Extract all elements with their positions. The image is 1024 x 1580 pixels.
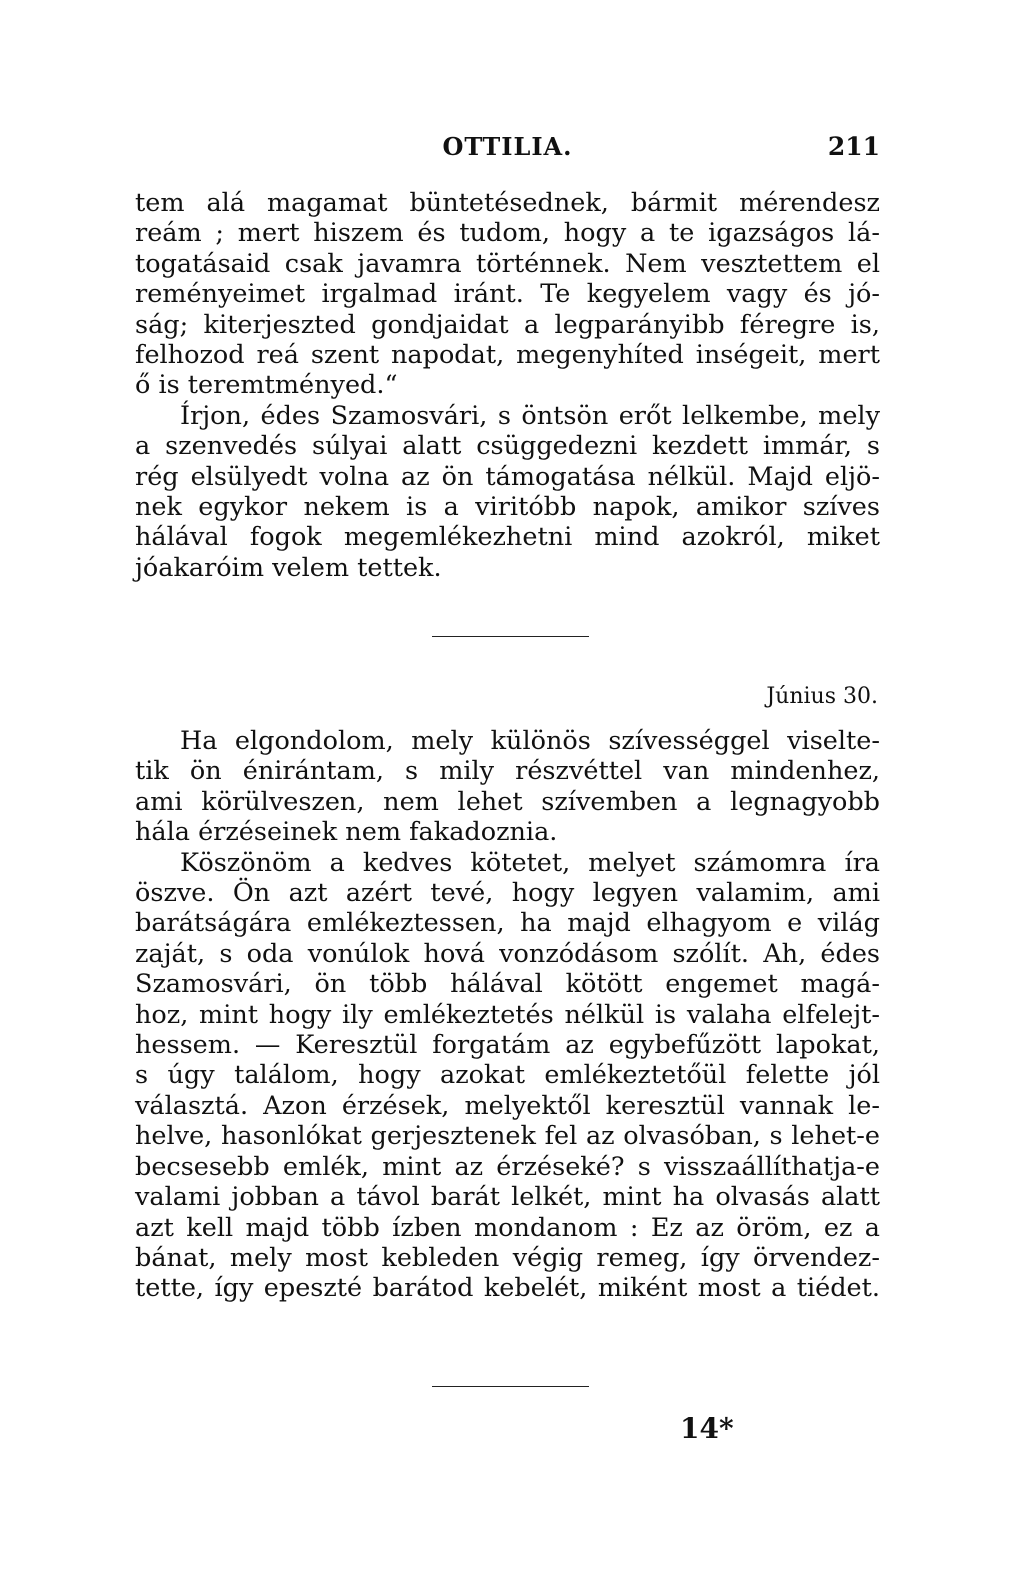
page-header (135, 132, 880, 168)
section-divider (432, 1386, 589, 1387)
text-line: tette, így epeszté barátod kebelét, miként most a tiédet. (135, 1273, 880, 1304)
text-line: Szamosvári, ön több hálával kötött engemet magá- (135, 969, 880, 1000)
running-title: OTTILIA. (442, 132, 573, 161)
letter-date: Június 30. (766, 684, 878, 709)
text-line: zaját, s oda vonúlok hová vonzódásom szólít. Ah, édes (135, 938, 880, 969)
text-line: ság; kiterjeszted gondjaidat a legparányibb féregre is, (135, 309, 880, 340)
text-line: azt kell majd több ízben mondanom : Ez az öröm, ez a (135, 1212, 880, 1243)
letter-paragraphs-2 (135, 726, 880, 1304)
printer-signature-mark: 14* (680, 1412, 734, 1445)
text-line: togatásaid csak javamra történnek. Nem vesztettem el (135, 248, 880, 279)
text-line: Ha elgondolom, mely különös szívességgel viselte- (180, 726, 880, 756)
text-line: s úgy találom, hogy azokat emlékeztetőül felette jól (135, 1060, 880, 1091)
text-line: hessem. — Keresztül forgatám az egybefűzött lapokat, (135, 1030, 880, 1061)
text-line: öszve. Ön azt azért tevé, hogy legyen valamim, ami (135, 878, 880, 909)
text-line: helve, hasonlókat gerjesztenek fel az olvasóban, s lehet-e (135, 1121, 880, 1152)
text-line: hála érzéseinek nem fakadoznia. (135, 817, 558, 848)
letter-paragraphs-1 (135, 188, 880, 583)
text-line: felhozod reá szent napodat, megenyhíted inségeit, mert (135, 340, 880, 371)
text-line: reményeimet irgalmad iránt. Te kegyelem vagy és jó- (135, 279, 880, 310)
text-line: jóakaróim velem tettek. (135, 552, 442, 583)
text-line: tik ön énirántam, s mily részvéttel van mindenhez, (135, 756, 880, 787)
text-line: ő is teremtményed.“ (135, 370, 398, 401)
text-line: a szenvedés súlyai alatt csüggedezni kezdett immár, s (135, 431, 880, 462)
text-line: hoz, mint hogy ily emlékeztetés nélkül is valaha elfelejt- (135, 999, 880, 1030)
text-line: Írjon, édes Szamosvári, s öntsön erőt lelkembe, mely (180, 400, 880, 431)
section-divider (432, 636, 589, 637)
text-line: rég elsülyedt volna az ön támogatása nélkül. Majd eljö- (135, 461, 880, 492)
text-line: valami jobban a távol barát lelkét, mint ha olvasás alatt (135, 1182, 880, 1213)
text-line: ami körülveszen, nem lehet szívemben a legnagyobb (135, 786, 880, 817)
text-line: hálával fogok megemlékezhetni mind azokról, miket (135, 522, 880, 553)
text-line: becsesebb emlék, mint az érzéseké? s visszaállíthatja-e (135, 1151, 880, 1182)
page-number: 211 (827, 132, 880, 161)
text-line: választá. Azon érzések, melyektől keresztül vannak le- (135, 1090, 880, 1121)
text-line: barátságára emlékeztessen, ha majd elhagyom e világ (135, 908, 880, 939)
text-line: bánat, mely most kebleden végig remeg, így örvendez- (135, 1242, 880, 1273)
text-line: Köszönöm a kedves kötetet, melyet számomra íra (180, 847, 880, 878)
text-line: reám ; mert hiszem és tudom, hogy a te igazságos lá- (135, 218, 880, 249)
text-line: tem alá magamat büntetésednek, bármit mérendesz (135, 188, 880, 218)
text-line: nek egykor nekem is a viritóbb napok, amikor szíves (135, 492, 880, 523)
